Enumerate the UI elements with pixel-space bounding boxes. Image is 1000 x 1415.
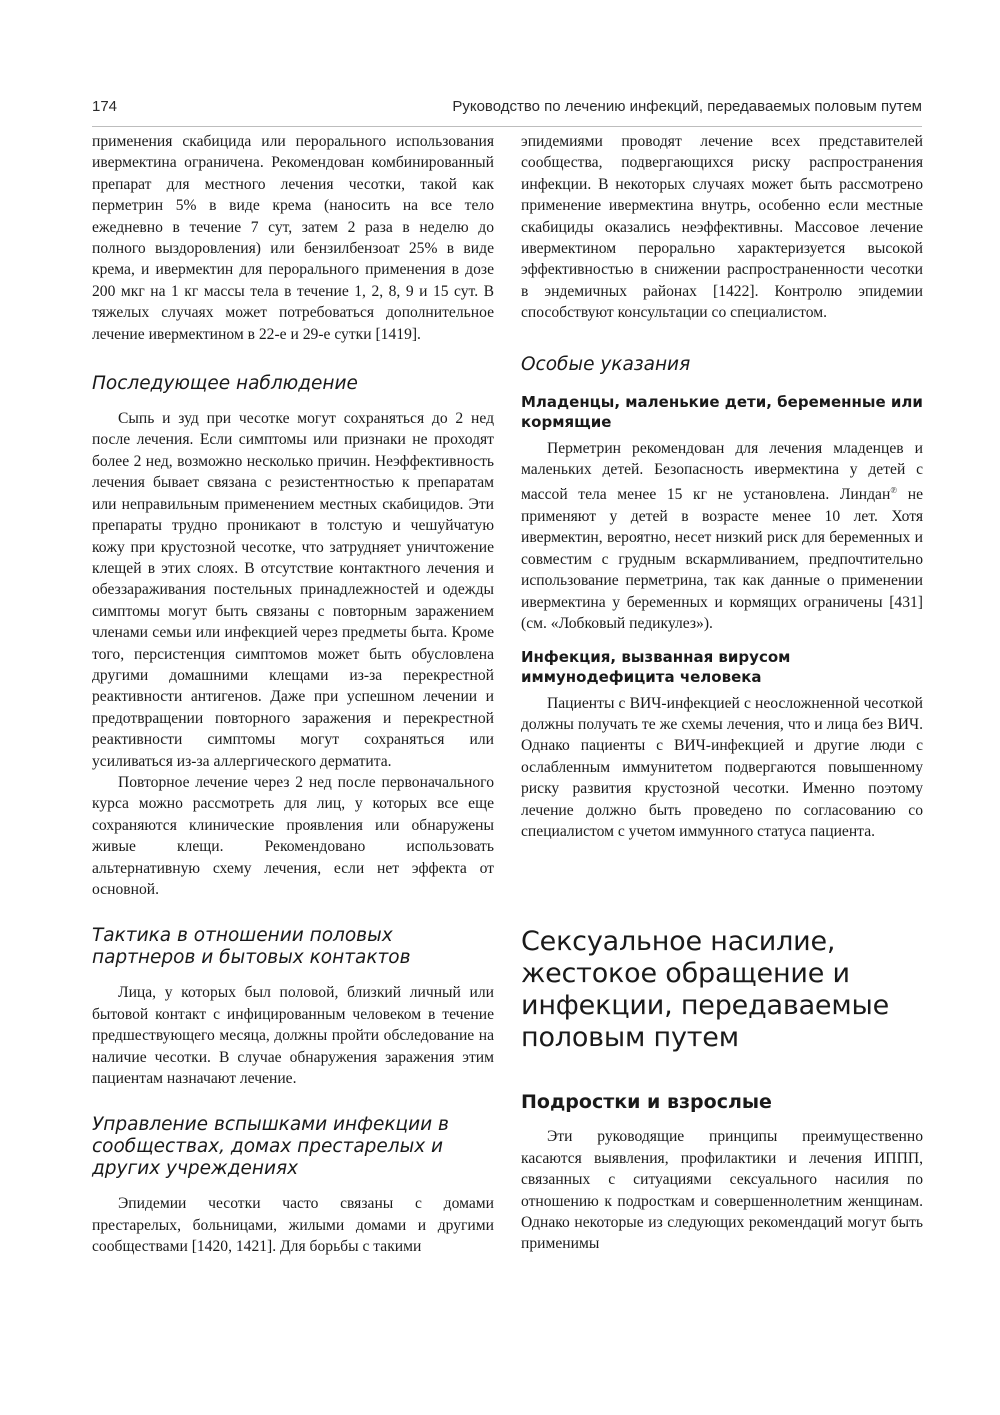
heading-outbreaks: Управление вспышками инфекции в сообществах, домах престарелых и других учреждениях [92, 1114, 449, 1180]
paragraph-followup-1: Сыпь и зуд при чесотке могут сохраняться до 2 нед после лечения. Если симптомы или признаки не проходят более 2 нед, возможно несколько причин. Неэффективность лечения бывает связана с резистентностью к препаратам или неправильным применением местных скабицидов. Эти препараты трудно проникают в толстую и чешуйчатую кожу при крустозной чесотке, что затрудняет уничтожение клещей в этих слоях. В отсутствие контактного лечения и обеззараживания постельных принадлежностей и одежды симптомы могут быть связаны с повторным заражением членами семьи или инфекцией через предметы быта. Кроме того, персистенция симптомов может быть обусловлена другими домашними клещами из-за перекрестной реактивности антигенов. Даже при успешном лечении и предотвращении повторного заражения и перекрестной реактивности симптомы могут сохраняться или усиливаться из-за аллергического дерматита. [92, 410, 494, 770]
paragraph-partners: Лица, у которых был половой, близкий личный или бытовой контакт с инфицированным человеком в течение предшествующего месяца, должны пройти обследование на наличие чесотки. В случае обнаружения заражения этим пациентам назначают лечение. [92, 984, 494, 1088]
header-rule [92, 126, 922, 127]
paragraph-continued: эпидемиями проводят лечение всех представителей сообщества, подвергающихся риску распространения инфекции. В некоторых случаях может быть рассмотрено применение ивермектина внутрь, особенно если местные скабициды оказались неэффективны. Массовое лечение ивермектином перорально характеризуется высокой эффективностью в снижении распространенности чесотки в эндемичных районах [1422]. Контролю эпидемии способствуют консультации со специалистом. [521, 133, 923, 322]
paragraph-intro: применения скабицида или перорального использования ивермектина ограничена. Рекомендован комбинированный препарат для местного лечения чесотки, такой как перметрин 5% в виде крема (наносить на все тело ежедневно в течение 7 сут, затем 2 раза в неделю до полного выздоровления) или бензилбензоат 25% в виде крема, и ивермектин для перорального применения в дозе 200 мкг на 1 кг массы тела в течение 1, 2, 8, 9 и 15 сут. В тяжелых случаях может потребоваться дополнительное лечение ивермектином в 22-е и 29-е сутки [1419]. [92, 133, 494, 343]
subheading-hiv: Инфекция, вызванная вирусом иммунодефицита человека [521, 647, 791, 686]
heading-followup: Последующее наблюдение [92, 373, 358, 395]
paragraph-hiv: Пациенты с ВИЧ-инфекцией с неосложненной чесоткой должны получать те же схемы лечения, что и лица без ВИЧ. Однако пациенты с ВИЧ-инфекцией и другие люди с ослабленным иммунитетом подвергаются повышенному риску развития крустозной чесотки. Именно поэтому лечение должно быть проведено по согласованию со специалистом с учетом иммунного статуса пациента. [521, 694, 923, 840]
lindane-mark-superscript: ℗ [890, 485, 898, 496]
heading-adolescents: Подростки и взрослые [521, 1091, 772, 1114]
page-number: 174 [92, 98, 118, 115]
heading-special: Особые указания [521, 353, 691, 375]
paragraph-adolescents: Эти руководящие принципы преимущественно касаются выявления, профилактики и лечения ИППП, связанных с ситуациями сексуального насилия по отношению к подросткам и совершеннолетним женщинам. Однако некоторые из следующих рекомендаций могут быть применимы [521, 1128, 923, 1253]
paragraph-followup-2: Повторное лечение через 2 нед после первоначального курса можно рассмотреть для лиц, у которых все еще сохраняются клинические проявления или обнаружены живые клещи. Рекомендовано использовать альтернативную схему лечения, если нет эффекта от основной. [92, 773, 494, 898]
right-column [521, 131, 923, 1255]
running-title: Руководство по лечению инфекций, передаваемых половым путем [452, 98, 922, 115]
heading-partners: Тактика в отношении половых партнеров и бытовых контактов [92, 925, 411, 969]
section-title: Сексуальное насилие, жестокое обращение и инфекции, передаваемые половым путем [521, 926, 890, 1054]
paragraph-infants: Перметрин рекомендован для лечения младенцев и маленьких детей. Безопасность ивермектина у детей с массой тела менее 15 кг не установлена. Линдан℗ не применяют у детей в возрасте менее 10 лет. Хотя ивермектин, вероятно, несет низкий риск для беременных и совместим с грудным вскармливанием, предпочтительно использование перметрина, так как данные о применении ивермектина у беременных и кормящих ограничены [431] (см. «Лобковый педикулез»). [521, 439, 923, 633]
left-column [92, 131, 494, 1258]
paragraph-outbreaks: Эпидемии чесотки часто связаны с домами престарелых, больницами, жилыми домами и другими сообществами [1420, 1421]. Для борьбы с такими [92, 1195, 494, 1256]
subheading-infants: Младенцы, маленькие дети, беременные или кормящие [521, 392, 923, 431]
